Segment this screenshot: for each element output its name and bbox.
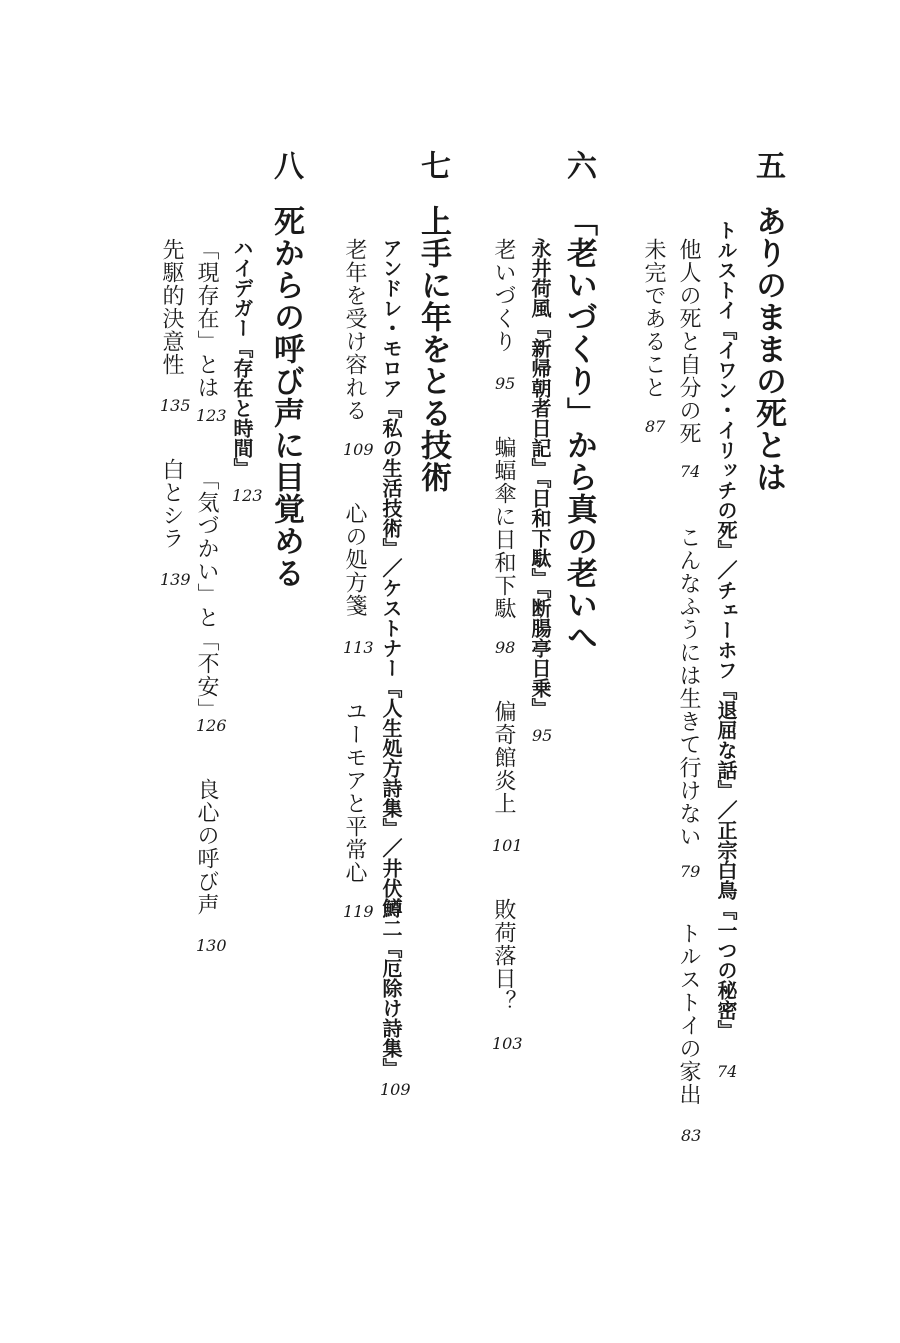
chapter-7-sources: アンドレ・モロア『私の生活技術』／ケストナー『人生処方詩集』／井伏鱒二『厄除け詩集』: [379, 238, 403, 1078]
chapter-8-number: 八: [268, 150, 303, 180]
chapter-6-number: 六: [561, 150, 596, 180]
toc-item: 老いづくり: [491, 238, 516, 353]
chapter-6-title: 「老いづくり」から真の老いへ: [561, 205, 597, 653]
toc-item: 白とシラ: [159, 458, 184, 550]
toc-page-number: 109: [343, 440, 374, 459]
chapter-8-sources-page: 123: [232, 486, 263, 505]
toc-page-number: 139: [160, 570, 191, 589]
toc-page-number: 101: [492, 836, 523, 855]
chapter-7-title: 上手に年をとる技術: [415, 205, 451, 493]
toc-page-number: 83: [681, 1126, 702, 1145]
chapter-7-number: 七: [415, 150, 450, 180]
toc-item: こんなふうには生きて行けない: [676, 526, 701, 848]
chapter-6-sources: 永井荷風『新帰朝者日記』『日和下駄』『断腸亭日乗』: [528, 238, 552, 718]
chapter-5-number: 五: [750, 150, 785, 180]
toc-item: ユーモアと平常心: [342, 700, 367, 884]
toc-page-number: 135: [160, 396, 191, 415]
toc-item: 「気づかい」と「不安」: [194, 468, 219, 721]
toc-item: 先駆的決意性: [159, 238, 184, 376]
toc-item: 他人の死と自分の死: [676, 238, 701, 445]
chapter-8-title: 死からの呼び声に目覚める: [268, 205, 304, 589]
toc-page-number: 98: [495, 638, 516, 657]
toc-page-number: 126: [196, 716, 227, 735]
toc-page-number: 113: [343, 638, 374, 657]
toc-item: 未完であること: [641, 238, 666, 399]
chapter-7-sources-page: 109: [380, 1080, 411, 1099]
toc-page-number: 79: [680, 862, 701, 881]
toc-item: 老年を受け容れる: [342, 238, 367, 422]
toc-page-number: 74: [680, 462, 701, 481]
toc-item: 心の処方箋: [342, 502, 367, 617]
toc-item: 敗荷落日？: [491, 898, 516, 1013]
toc-page-number: 130: [196, 936, 227, 955]
toc-item: 偏奇館炎上: [491, 700, 516, 815]
toc-item: トルストイの家出: [676, 922, 701, 1106]
toc-page-number: 95: [495, 374, 516, 393]
chapter-5-sources: トルストイ『イワン・イリッチの死』／チェーホフ『退屈な話』／正宗白鳥『一つの秘密』: [714, 220, 738, 1040]
toc-item: 蝙蝠傘に日和下駄: [491, 436, 516, 620]
toc-item: 「現存在」とは: [194, 238, 219, 399]
chapter-5-sources-page: 74: [717, 1062, 738, 1081]
toc-page-number: 119: [343, 902, 374, 921]
toc-page-number: 103: [492, 1034, 523, 1053]
toc-item: 良心の呼び声: [194, 778, 219, 916]
toc-page-number: 87: [645, 417, 666, 436]
chapter-5-title: ありのままの死とは: [750, 205, 786, 493]
chapter-8-sources: ハイデガー『存在と時間』: [230, 238, 254, 478]
chapter-6-sources-page: 95: [532, 726, 553, 745]
toc-page-number: 123: [196, 406, 227, 425]
